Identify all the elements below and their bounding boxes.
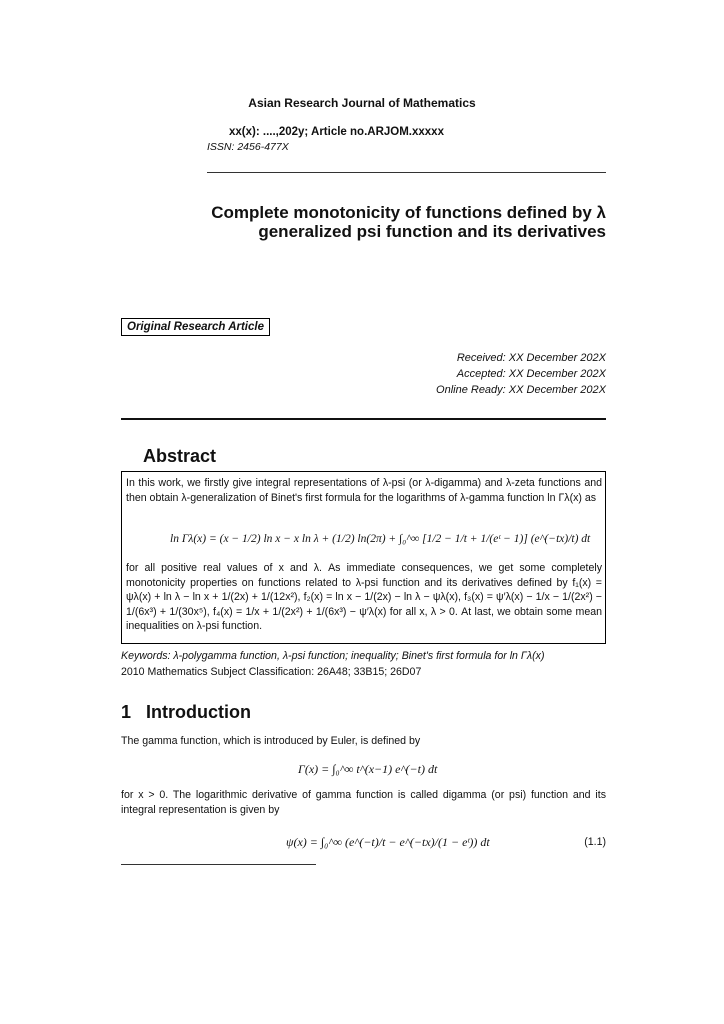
keywords: [121, 650, 545, 662]
section-divider: [121, 418, 606, 420]
section-title: Introduction: [146, 702, 252, 722]
intro-paragraph-2: for x > 0. The logarithmic derivative of gamma function is called digamma (or psi) function and its integral representation is given by: [121, 789, 606, 816]
equation-number: (1.1): [584, 836, 606, 848]
gamma-equation: Γ(x) = ∫₀^∞ t^(x−1) e^(−t) dt: [298, 762, 438, 776]
accepted-date: Accepted: XX December 202X: [456, 368, 606, 380]
section-heading: [121, 702, 251, 723]
section-number: 1: [121, 702, 132, 722]
paper-title: [126, 203, 606, 241]
psi-equation: ψ(x) = ∫₀^∞ (e^(−t)/t − e^(−tx)/(1 − eᵗ)) dt: [286, 835, 490, 849]
volume-line: xx(x): ....,202y; Article no.ARJOM.xxxxx: [229, 126, 444, 138]
online-date: Online Ready: XX December 202X: [436, 384, 606, 396]
keywords-text: Keywords: λ-polygamma function, λ-psi function; inequality; Binet's first formula for ln Γλ(x): [121, 650, 545, 662]
abstract-paragraph-2: for all positive real values of x and λ. As immediate consequences, we get some completely monotonicity properties on functions related to λ-psi function and its derivatives defined by f₁(x) = ψλ(x) + ln λ − ln x + 1/(2x) + 1/(12x²), f₂(x) = ln x − 1/(2x) − ln λ − ψλ(x), f₃(x) = ψ′λ(x) − 1/x − 1/(2x²) − 1/(6x³) + 1/(30x⁵), f₄(x) = 1/x + 1/(2x²) + 1/(6x³) − ψ′λ(x) for all x, λ > 0. At last, we obtain some mean inequalities on λ-psi function.: [126, 562, 602, 632]
title-line-1: Complete monotonicity of functions defined by λ: [211, 203, 606, 222]
issn: ISSN: 2456-477X: [207, 141, 289, 153]
title-line-2: generalized psi function and its derivatives: [258, 222, 606, 241]
binet-equation: ln Γλ(x) = (x − 1/2) ln x − x ln λ + (1/2) ln(2π) + ∫₀^∞ [1/2 − 1/t + 1/(eᵗ − 1)] (e^(−tx)/t) dt: [170, 533, 591, 545]
abstract-heading: Abstract: [143, 446, 217, 466]
received-date: Received: XX December 202X: [456, 352, 606, 364]
journal-name: Asian Research Journal of Mathematics: [248, 96, 476, 110]
header-divider: [207, 172, 606, 173]
footnote-rule: [121, 864, 316, 865]
abstract-paragraph-1: In this work, we firstly give integral representations of λ-psi (or λ-digamma) and λ-zeta functions and then obtain λ-generalization of Binet's first formula for the logarithms of λ-gamma function ln Γλ(x) as: [126, 477, 602, 504]
article-type-badge: Original Research Article: [121, 318, 270, 336]
intro-paragraph-1: The gamma function, which is introduced by Euler, is defined by: [121, 735, 421, 747]
dates-block: [436, 350, 606, 398]
msc-classification: 2010 Mathematics Subject Classification: 26A48; 33B15; 26D07: [121, 666, 422, 678]
